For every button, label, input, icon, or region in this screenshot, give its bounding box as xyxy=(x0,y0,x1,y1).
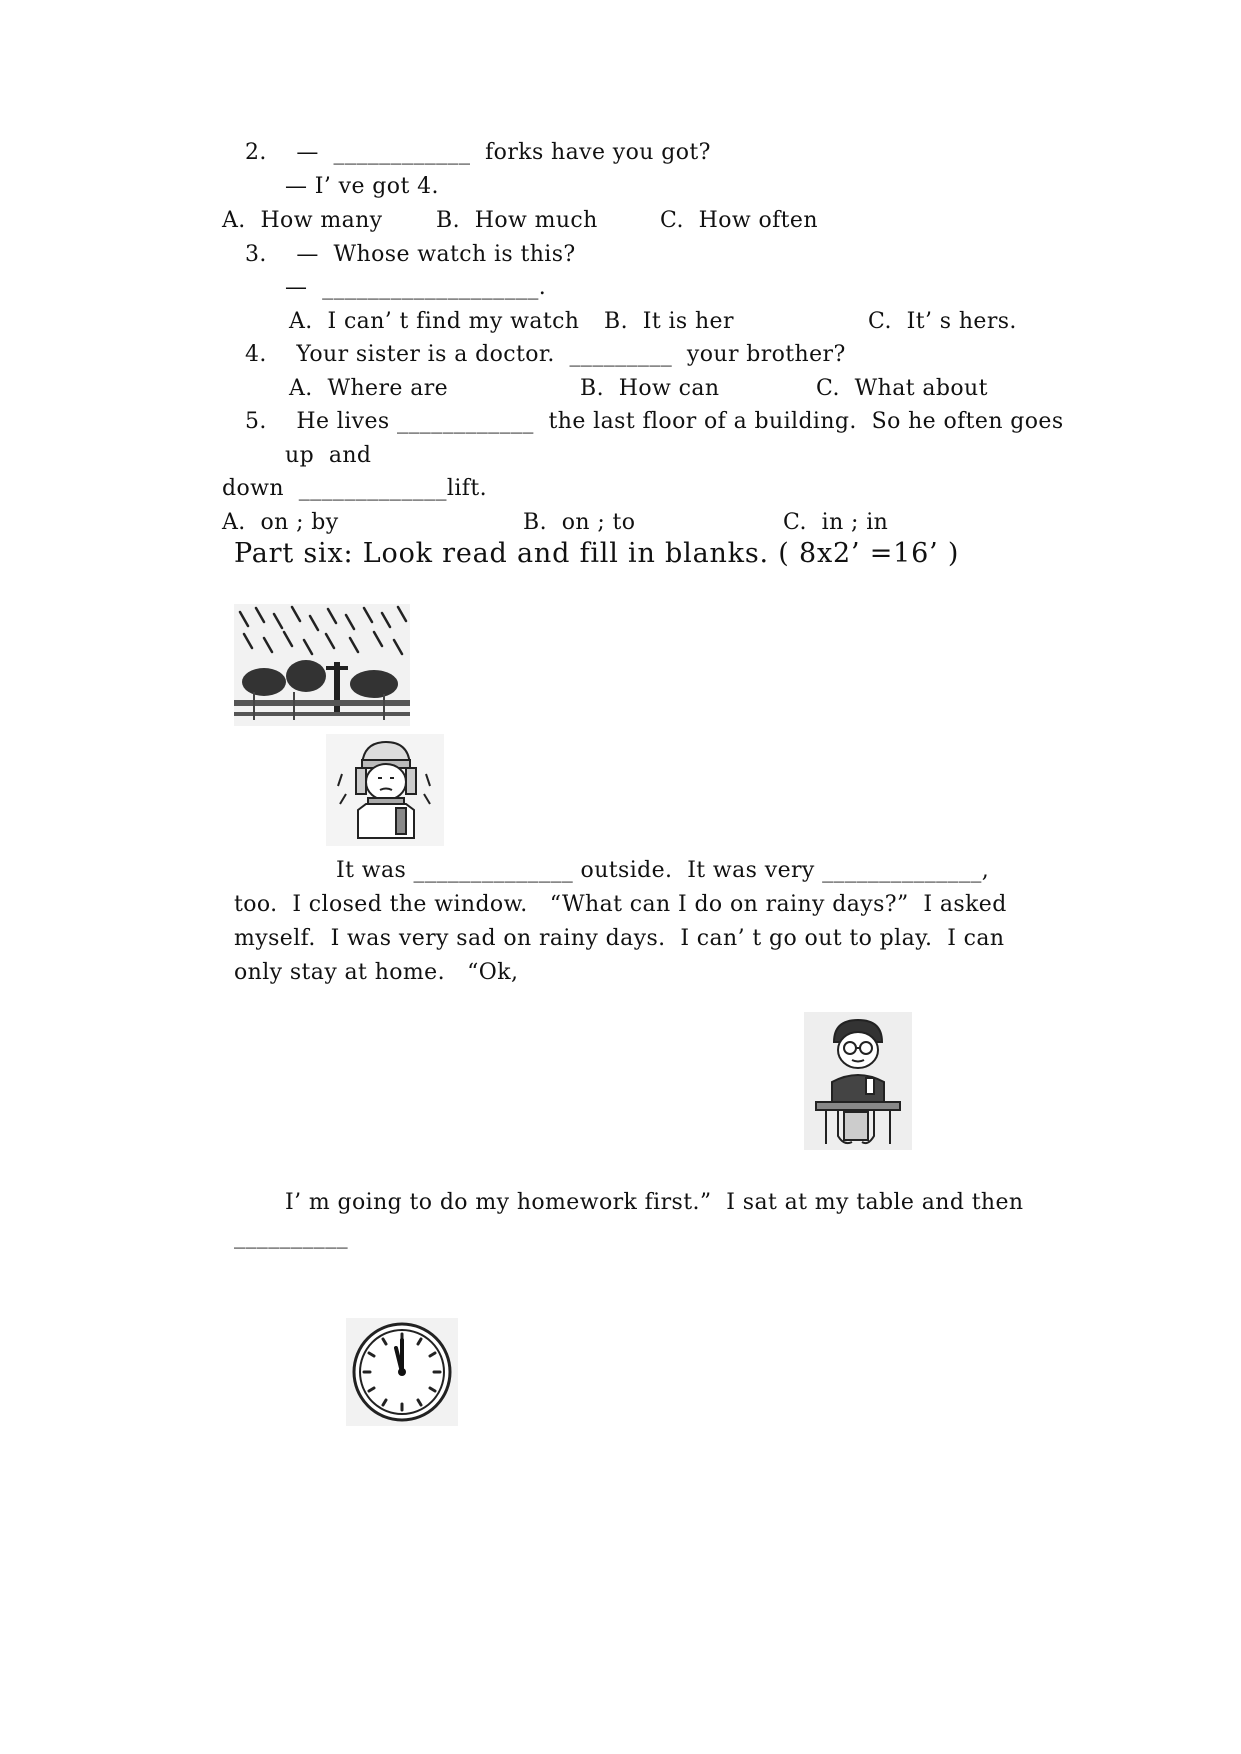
q2-answer-line: — I’ ve got 4. xyxy=(285,174,439,199)
q5-option-b: B. on ; to xyxy=(523,510,636,535)
rainy-storm-picture xyxy=(234,604,410,726)
q2-option-c: C. How often xyxy=(660,208,818,233)
passage-line-1: It was ______________ outside. It was very ______________, xyxy=(336,858,990,883)
passage-line-3: myself. I was very sad on rainy days. I can’ t go out to play. I can xyxy=(234,926,1005,951)
q2-question: 2. — ____________ forks have you got? xyxy=(245,140,711,165)
q4-option-a: A. Where are xyxy=(289,376,449,401)
clock-picture xyxy=(346,1318,458,1426)
q3-answer-line: — ___________________. xyxy=(285,275,547,300)
q5-question-cont: up and xyxy=(285,443,372,468)
passage-line-4: only stay at home. “Ok, xyxy=(234,960,519,985)
cold-person-picture xyxy=(326,734,444,846)
boy-at-desk-picture xyxy=(804,1012,912,1150)
q3-option-a: A. I can’ t find my watch xyxy=(289,309,580,334)
passage-line-2: too. I closed the window. “What can I do on rainy days?” I asked xyxy=(234,892,1007,917)
q3-option-c: C. It’ s hers. xyxy=(868,309,1017,334)
q4-option-c: C. What about xyxy=(816,376,988,401)
q5-option-a: A. on ; by xyxy=(222,510,339,535)
q3-option-b: B. It is her xyxy=(604,309,734,334)
passage-line-5: I’ m going to do my homework first.” I sat at my table and then xyxy=(285,1190,1024,1215)
q5-question-cont2: down _____________lift. xyxy=(222,476,487,501)
q2-option-a: A. How many xyxy=(222,208,383,233)
passage-line-6: __________ xyxy=(234,1224,348,1249)
q5-option-c: C. in ; in xyxy=(783,510,889,535)
q3-question: 3. — Whose watch is this? xyxy=(245,242,576,267)
q5-question: 5. He lives ____________ the last floor of a building. So he often goes xyxy=(245,409,1064,434)
q2-option-b: B. How much xyxy=(436,208,598,233)
q4-question: 4. Your sister is a doctor. _________ your brother? xyxy=(245,342,846,367)
part-six-heading: Part six: Look read and fill in blanks. ( 8x2’ =16’ ) xyxy=(234,538,960,569)
q4-option-b: B. How can xyxy=(580,376,720,401)
